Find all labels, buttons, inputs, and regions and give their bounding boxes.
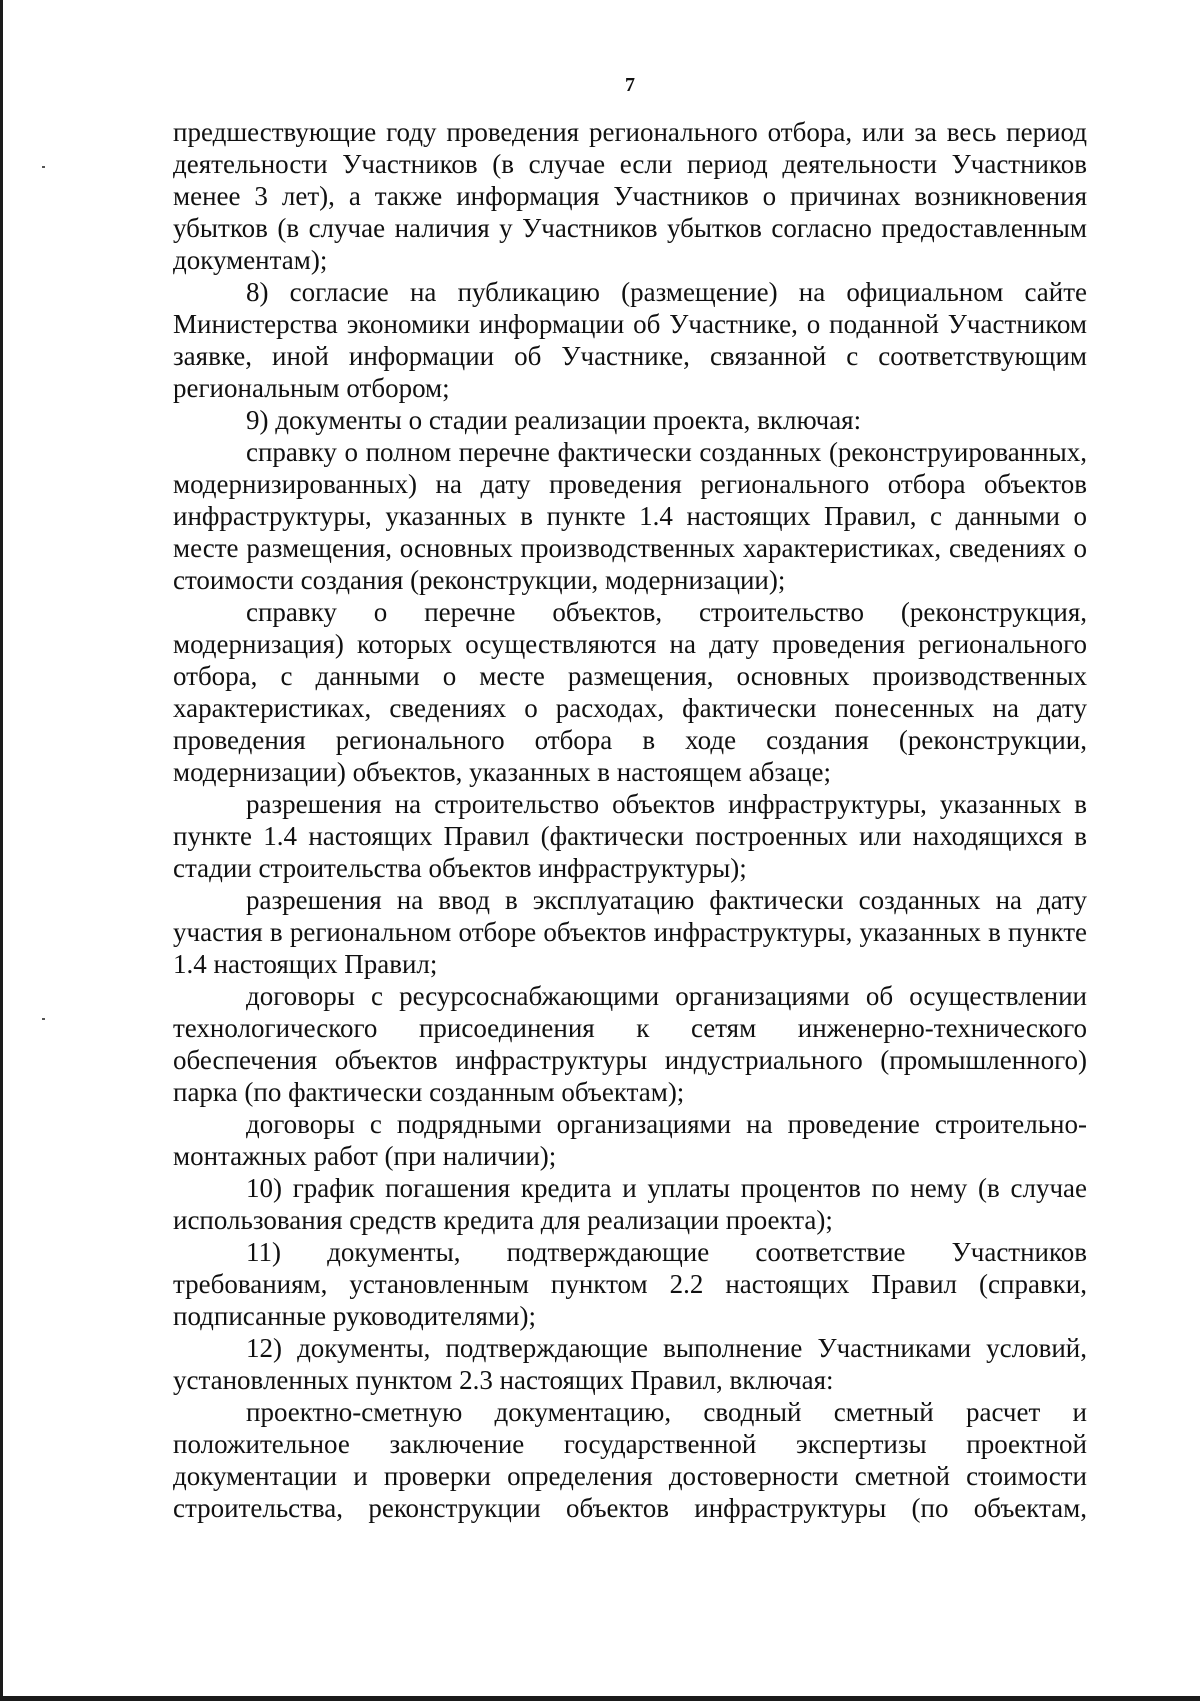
paragraph-complete-list: справку о полном перечне фактически созданных (реконструированных, модернизированных) на дату проведения регионального отбора объектов инфраструктуры, указанных в пункте 1.4 настоящих Правил, с данными о месте размещения, основных производственных характеристиках, сведениях о стоимости создания (реконструкции, модернизации); bbox=[173, 437, 1087, 595]
paragraph-item-12: 12) документы, подтверждающие выполнение Участниками условий, установленных пунктом 2.3 настоящих Правил, включая: bbox=[173, 1333, 1087, 1395]
paragraph-utility-contracts: договоры с ресурсоснабжающими организациями об осуществлении технологического присоединения к сетям инженерно-технического обеспечения объектов инфраструктуры индустриального (промышленного) парка (по фактически созданным объектам); bbox=[173, 981, 1087, 1107]
paragraph-item-9: 9) документы о стадии реализации проекта, включая: bbox=[246, 405, 862, 435]
document-body bbox=[173, 116, 1087, 1524]
paragraph-construction-permits: разрешения на строительство объектов инфраструктуры, указанных в пункте 1.4 настоящих Правил (фактически построенных или находящихся в стадии строительства объектов инфраструктуры); bbox=[173, 789, 1087, 883]
scan-speck bbox=[42, 166, 45, 168]
scan-speck bbox=[42, 1018, 45, 1020]
paragraph-continuation: предшествующие году проведения регионального отбора, или за весь период деятельности Участников (в случае если период деятельности Участников менее 3 лет), а также информация Участников о причинах возникновения убытков (в случае наличия у Участников убытков согласно предоставленным документам); bbox=[173, 117, 1087, 275]
paragraph-item-8: 8) согласие на публикацию (размещение) на официальном сайте Министерства экономики информации об Участнике, о поданной Участником заявке, иной информации об Участнике, связанной с соответствующим региональным отбором; bbox=[173, 277, 1087, 403]
paragraph-commissioning-permits: разрешения на ввод в эксплуатацию фактически созданных на дату участия в региональном отборе объектов инфраструктуры, указанных в пункте 1.4 настоящих Правил; bbox=[173, 885, 1087, 979]
paragraph-objects-list: справку о перечне объектов, строительство (реконструкция, модернизация) которых осуществляются на дату проведения регионального отбора, с данными о месте размещения, основных производственных характеристиках, сведениях о расходах, фактически понесенных на дату проведения регионального отбора в ходе создания (реконструкции, модернизации) объектов, указанных в настоящем абзаце; bbox=[173, 597, 1087, 787]
scan-left-edge bbox=[0, 0, 3, 1701]
page-number: 7 bbox=[625, 74, 635, 96]
paragraph-design-documentation: проектно-сметную документацию, сводный сметный расчет и положительное заключение государственной экспертизы проектной документации и проверки определения достоверности сметной стоимости строительства, реконструкции объектов инфраструктуры (по объектам, bbox=[173, 1397, 1087, 1523]
paragraph-item-11: 11) документы, подтверждающие соответствие Участников требованиям, установленным пунктом 2.2 настоящих Правил (справки, подписанные руководителями); bbox=[173, 1237, 1087, 1331]
paragraph-item-10: 10) график погашения кредита и уплаты процентов по нему (в случае использования средств кредита для реализации проекта); bbox=[173, 1173, 1087, 1235]
paragraph-contractor-contracts: договоры с подрядными организациями на проведение строительно-монтажных работ (при наличии); bbox=[173, 1109, 1087, 1171]
scan-bottom-edge bbox=[0, 1696, 1200, 1701]
